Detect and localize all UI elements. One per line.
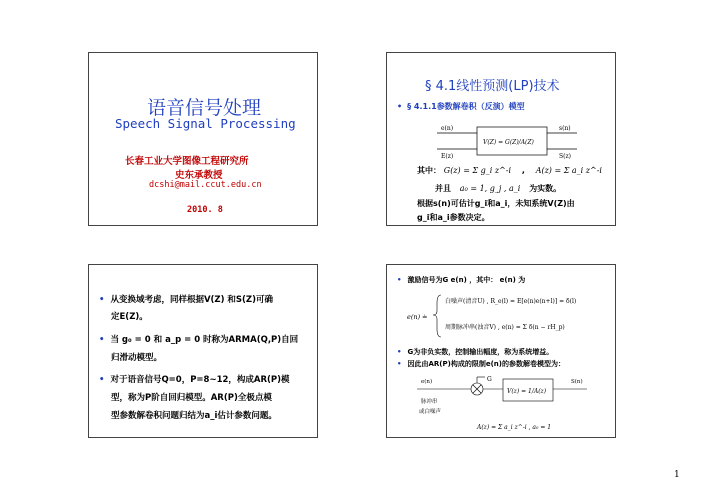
equation-A: A(z) = Σ a_i z^-i: [535, 166, 602, 175]
bullet-gain: • G为非负实数，控制输出幅度，称为系统增益。: [397, 348, 554, 356]
slide-subtitle: [397, 101, 525, 112]
subtitle-text: § 4.1.1参数解卷积（反演）模型: [407, 102, 525, 111]
ar-block-diagram: [407, 371, 607, 437]
slide-title: § 4.1线性预测(LP)技术: [425, 79, 560, 94]
bullet-icon: •: [397, 348, 402, 356]
bullet-icon: •: [99, 375, 105, 385]
bullet-icon: •: [99, 295, 105, 305]
bullet-icon: •: [397, 102, 403, 111]
suffix-text: 为实数。: [529, 184, 562, 193]
bullet-1-cont: 定E(Z)。: [111, 312, 148, 322]
title-chinese: 语音信号处理: [147, 97, 262, 119]
slide-lp-technique: [386, 52, 616, 226]
bullet-3-cont: 型，称为P阶自回归模型。AR(P)全极点模: [111, 393, 272, 403]
line-estimate: 根据s(n)可估计g_i和a_i，未知系统V(Z)由: [417, 199, 575, 208]
bullet-1: • 从变换域考虑，同样根据V(Z) 和S(Z)可确: [99, 295, 273, 305]
brace-icon: [433, 295, 441, 337]
line-definition: 其中： G(z) = Σ g_i z^-i , A(z) = Σ a_i z^-i: [417, 166, 602, 175]
bottom-equation: A(z) = Σ a_i z^-i , a₀ = 1: [477, 424, 552, 431]
transfer-function: V(z) = 1/A(z): [507, 388, 547, 395]
email: dcshi@mail.ccut.edu.cn: [149, 180, 262, 190]
line-conditions: [435, 183, 561, 194]
noise-label-1: 脉冲串: [421, 399, 438, 405]
line-determine: g_i和a_i参数决定。: [417, 213, 490, 222]
system-block-diagram: [427, 121, 587, 161]
excitation-cases: [405, 289, 605, 341]
slide-excitation: [386, 264, 616, 438]
transfer-function: V(Z) = G(Z)/A(Z): [483, 139, 534, 146]
bullet-icon: •: [99, 335, 105, 345]
output-s: s(n): [559, 125, 571, 132]
bullet-2-cont: 归滑动模型。: [111, 353, 163, 363]
page-number: 1: [674, 470, 680, 480]
input-E: E(z): [441, 153, 454, 160]
noise-label-2: 或白噪声: [419, 409, 442, 415]
output-label: S(n): [571, 379, 583, 385]
prefix-text: 并且: [435, 184, 451, 193]
date: 2010. 8: [187, 205, 223, 215]
case-white-noise: 白噪声(清音U) , R_e(l) = E[e(n)e(n+l)] = δ(l): [445, 298, 577, 305]
title-english: Speech Signal Processing: [115, 116, 296, 131]
equation-G: G(z) = Σ g_i z^-i: [443, 166, 512, 175]
bullet-excitation: • 激励信号为G e(n) ，其中： e(n) 为: [397, 276, 526, 284]
output-S: S(z): [559, 153, 571, 160]
equation-conditions: a₀ = 1, g_j , a_i: [459, 184, 521, 193]
prefix-text: 其中：: [417, 166, 441, 175]
affiliation: 长春工业大学图像工程研究所: [125, 156, 249, 167]
input-e: e(n): [441, 125, 454, 132]
author: 史东承教授: [175, 170, 223, 181]
slide-ar-model: [88, 264, 318, 438]
slide-title: [88, 52, 318, 226]
gain-label: G: [487, 376, 492, 383]
input-label: e(n): [421, 379, 433, 385]
bullet-3: • 对于语音信号Q=0，P=8~12，构成AR(P)模: [99, 375, 290, 385]
excitation-lhs: e(n) ≐: [407, 313, 428, 321]
bullet-3-cont2: 型参数解卷积问题归结为a_i估计参数问题。: [111, 411, 277, 421]
bullet-ar-model: • 因此由AR(P)构成的限制e(n)的参数解卷模型为：: [397, 360, 565, 368]
case-pulse-train: 周期脉冲串(浊音V) , e(n) = Σ δ(n − rH_p): [445, 324, 565, 331]
bullet-2: • 当 g₀ = 0 和 a_p = 0 时称为ARMA(Q,P)自回: [99, 335, 299, 345]
bullet-icon: •: [397, 276, 402, 284]
bullet-icon: •: [397, 360, 402, 368]
